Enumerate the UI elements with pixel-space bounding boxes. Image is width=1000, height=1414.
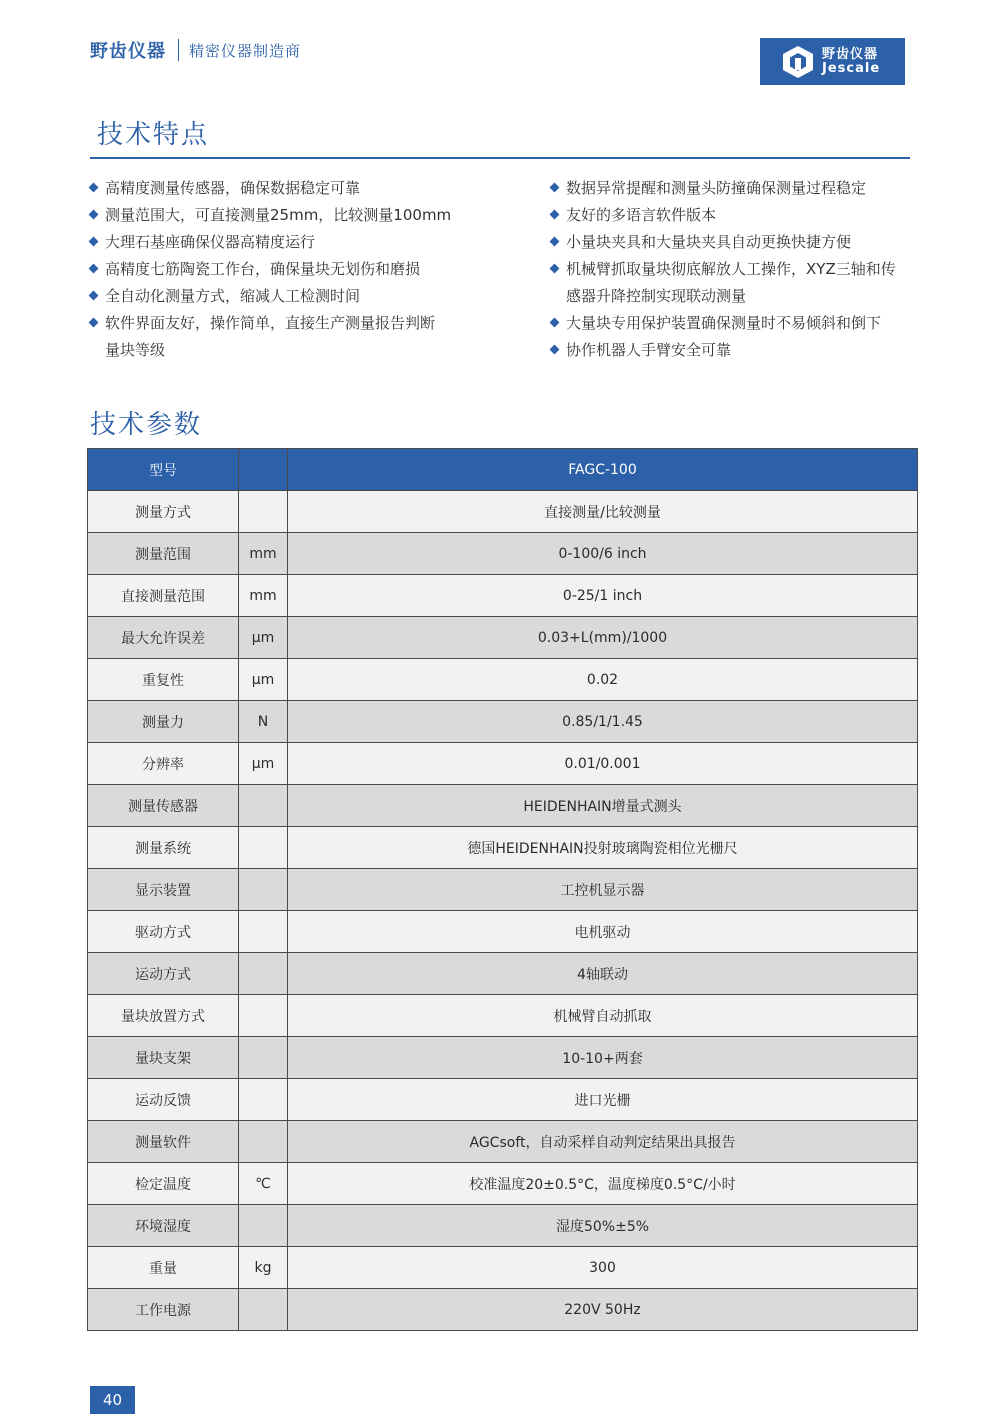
spec-value-cell: HEIDENHAIN增量式测头 xyxy=(288,785,918,827)
bullet-diamond-icon xyxy=(89,318,99,328)
spec-name-cell: 运动方式 xyxy=(88,953,239,995)
spec-unit-cell xyxy=(239,1079,288,1121)
spec-row xyxy=(88,785,918,827)
spec-name-cell: 测量力 xyxy=(88,701,239,743)
feature-text: 感器升降控制实现联动测量 xyxy=(566,287,747,305)
page-number: 40 xyxy=(90,1386,135,1414)
bullet-diamond-icon xyxy=(550,210,560,220)
spec-value-cell: 校准温度20±0.5°C，温度梯度0.5°C/小时 xyxy=(288,1163,918,1205)
spec-name-cell: 检定温度 xyxy=(88,1163,239,1205)
spec-name-cell: 测量传感器 xyxy=(88,785,239,827)
spec-row xyxy=(88,701,918,743)
feature-item xyxy=(88,283,488,310)
feature-item xyxy=(88,310,488,364)
logo-english-name: Jescale xyxy=(822,60,881,76)
spec-unit-cell xyxy=(239,953,288,995)
feature-item xyxy=(88,202,488,229)
feature-item xyxy=(88,256,488,283)
spec-row xyxy=(88,533,918,575)
spec-name-cell: 重复性 xyxy=(88,659,239,701)
spec-unit-cell: μm xyxy=(239,743,288,785)
bullet-diamond-icon xyxy=(89,291,99,301)
spec-name-cell: 测量方式 xyxy=(88,491,239,533)
spec-unit-cell xyxy=(239,1037,288,1079)
spec-name-cell: 直接测量范围 xyxy=(88,575,239,617)
spec-row xyxy=(88,575,918,617)
spec-unit-cell: kg xyxy=(239,1247,288,1289)
spec-unit-cell xyxy=(239,995,288,1037)
spec-row xyxy=(88,1247,918,1289)
spec-unit-cell: N xyxy=(239,701,288,743)
spec-row xyxy=(88,953,918,995)
spec-unit-cell: mm xyxy=(239,533,288,575)
spec-value-cell: 4轴联动 xyxy=(288,953,918,995)
feature-item xyxy=(549,337,919,364)
brand-name: 野齿仪器 xyxy=(90,41,166,62)
spec-name-cell: 量块放置方式 xyxy=(88,995,239,1037)
feature-item xyxy=(549,175,919,202)
feature-list-left xyxy=(88,175,488,364)
spec-name-cell: 分辨率 xyxy=(88,743,239,785)
spec-row xyxy=(88,911,918,953)
spec-row xyxy=(88,869,918,911)
logo-chinese-name: 野齿仪器 xyxy=(822,46,879,62)
spec-row xyxy=(88,827,918,869)
feature-text: 高精度七筋陶瓷工作台，确保量块无划伤和磨损 xyxy=(105,260,421,278)
header-brand xyxy=(90,37,301,63)
spec-unit-cell: μm xyxy=(239,617,288,659)
spec-unit-cell xyxy=(239,869,288,911)
spec-unit-cell xyxy=(239,911,288,953)
spec-name-cell: 显示装置 xyxy=(88,869,239,911)
spec-value-cell: 0.01/0.001 xyxy=(288,743,918,785)
brand-divider xyxy=(178,39,179,61)
spec-value-cell: 0.03+L(mm)/1000 xyxy=(288,617,918,659)
spec-value-cell: AGCsoft，自动采样自动判定结果出具报告 xyxy=(288,1121,918,1163)
feature-text: 高精度测量传感器，确保数据稳定可靠 xyxy=(105,179,361,197)
section-title-specs: 技术参数 xyxy=(90,410,203,440)
spec-header-unit xyxy=(239,449,288,491)
company-logo xyxy=(760,38,905,85)
bullet-diamond-icon xyxy=(550,237,560,247)
feature-text: 量块等级 xyxy=(105,341,166,359)
bullet-diamond-icon xyxy=(89,237,99,247)
spec-row xyxy=(88,995,918,1037)
spec-unit-cell: μm xyxy=(239,659,288,701)
spec-value-cell: 0-100/6 inch xyxy=(288,533,918,575)
feature-text: 大理石基座确保仪器高精度运行 xyxy=(105,233,316,251)
section-divider xyxy=(90,157,910,159)
spec-row xyxy=(88,1121,918,1163)
spec-header-model: FAGC-100 xyxy=(288,449,918,491)
spec-name-cell: 重量 xyxy=(88,1247,239,1289)
spec-value-cell: 220V 50Hz xyxy=(288,1289,918,1331)
spec-unit-cell: mm xyxy=(239,575,288,617)
spec-unit-cell xyxy=(239,785,288,827)
spec-value-cell: 300 xyxy=(288,1247,918,1289)
spec-value-cell: 直接测量/比较测量 xyxy=(288,491,918,533)
feature-text: 协作机器人手臂安全可靠 xyxy=(566,341,732,359)
feature-text: 软件界面友好，操作简单，直接生产测量报告判断 xyxy=(105,314,436,332)
feature-item xyxy=(549,256,919,310)
bullet-diamond-icon xyxy=(550,264,560,274)
spec-name-cell: 测量范围 xyxy=(88,533,239,575)
bullet-diamond-icon xyxy=(550,345,560,355)
feature-text: 全自动化测量方式，缩减人工检测时间 xyxy=(105,287,361,305)
bullet-diamond-icon xyxy=(89,210,99,220)
spec-value-cell: 工控机显示器 xyxy=(288,869,918,911)
feature-item xyxy=(88,175,488,202)
feature-item xyxy=(549,202,919,229)
spec-header-row xyxy=(88,449,918,491)
spec-unit-cell xyxy=(239,827,288,869)
spec-value-cell: 湿度50%±5% xyxy=(288,1205,918,1247)
spec-value-cell: 德国HEIDENHAIN投射玻璃陶瓷相位光栅尺 xyxy=(288,827,918,869)
spec-name-cell: 运动反馈 xyxy=(88,1079,239,1121)
spec-row xyxy=(88,743,918,785)
spec-header-name: 型号 xyxy=(88,449,239,491)
spec-name-cell: 驱动方式 xyxy=(88,911,239,953)
bullet-diamond-icon xyxy=(89,183,99,193)
spec-name-cell: 测量系统 xyxy=(88,827,239,869)
section-title-features: 技术特点 xyxy=(97,120,210,150)
spec-row xyxy=(88,1079,918,1121)
spec-row xyxy=(88,1205,918,1247)
spec-row xyxy=(88,659,918,701)
spec-value-cell: 10-10+两套 xyxy=(288,1037,918,1079)
spec-name-cell: 环境湿度 xyxy=(88,1205,239,1247)
spec-row xyxy=(88,1037,918,1079)
feature-item xyxy=(549,229,919,256)
spec-table xyxy=(87,448,918,1331)
spec-unit-cell xyxy=(239,1289,288,1331)
feature-text: 大量块专用保护装置确保测量时不易倾斜和倒下 xyxy=(566,314,882,332)
bullet-diamond-icon xyxy=(550,318,560,328)
spec-name-cell: 测量软件 xyxy=(88,1121,239,1163)
spec-row xyxy=(88,617,918,659)
spec-name-cell: 量块支架 xyxy=(88,1037,239,1079)
feature-item xyxy=(88,229,488,256)
bullet-diamond-icon xyxy=(89,264,99,274)
feature-text: 机械臂抓取量块彻底解放人工操作，XYZ三轴和传 xyxy=(566,260,896,278)
spec-row xyxy=(88,1163,918,1205)
spec-value-cell: 电机驱动 xyxy=(288,911,918,953)
spec-name-cell: 工作电源 xyxy=(88,1289,239,1331)
spec-value-cell: 0.02 xyxy=(288,659,918,701)
spec-row xyxy=(88,1289,918,1331)
spec-unit-cell xyxy=(239,491,288,533)
feature-text: 友好的多语言软件版本 xyxy=(566,206,717,224)
spec-value-cell: 0.85/1/1.45 xyxy=(288,701,918,743)
feature-text: 小量块夹具和大量块夹具自动更换快捷方便 xyxy=(566,233,852,251)
feature-list-right xyxy=(549,175,919,364)
bullet-diamond-icon xyxy=(550,183,560,193)
spec-value-cell: 机械臂自动抓取 xyxy=(288,995,918,1037)
cube-logo-icon xyxy=(780,44,816,80)
feature-text: 测量范围大，可直接测量25mm，比较测量100mm xyxy=(105,206,452,224)
spec-unit-cell: ℃ xyxy=(239,1163,288,1205)
spec-unit-cell xyxy=(239,1121,288,1163)
spec-name-cell: 最大允许误差 xyxy=(88,617,239,659)
spec-value-cell: 0-25/1 inch xyxy=(288,575,918,617)
brand-tagline: 精密仪器制造商 xyxy=(189,41,302,60)
spec-unit-cell xyxy=(239,1205,288,1247)
spec-value-cell: 进口光栅 xyxy=(288,1079,918,1121)
feature-item xyxy=(549,310,919,337)
feature-text: 数据异常提醒和测量头防撞确保测量过程稳定 xyxy=(566,179,867,197)
spec-row xyxy=(88,491,918,533)
